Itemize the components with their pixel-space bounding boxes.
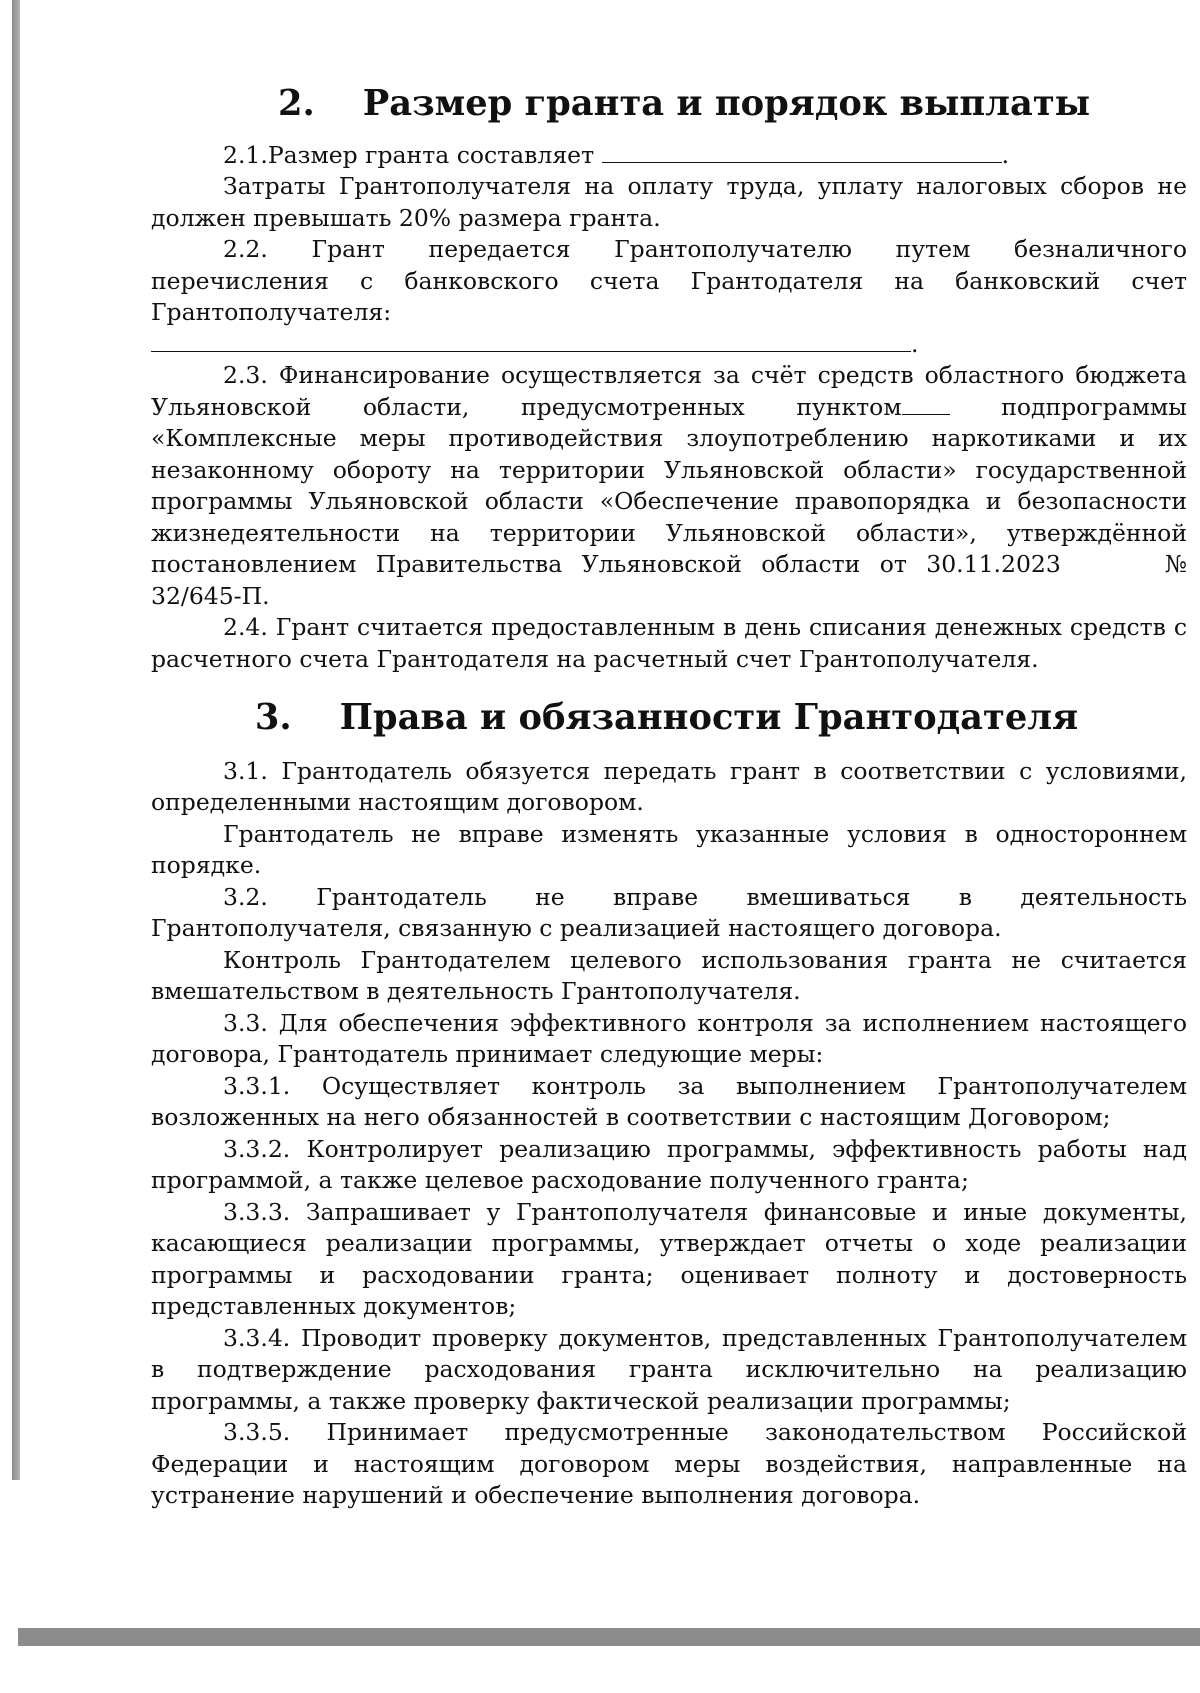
paragraph-2-2-account-line (151, 329, 1187, 361)
paragraph-3-3: 3.3. Для обеспечения эффективного контроля за исполнением настоящего договора, Грантодатель принимает следующие меры: (151, 1008, 1187, 1068)
paragraph-3-2-b: Контроль Грантодателем целевого использования гранта не считается вмешательством в деятельность Грантополучателя. (151, 945, 1187, 1005)
paragraph-2-3-end: № 32/645-П. (151, 550, 1187, 610)
paragraph-3-3-3: 3.3.3. Запрашивает у Грантополучателя финансовые и иные документы, касающиеся реализации программы, утверждает отчеты о ходе реализации программы и расходовании гранта; оценивает полноту и достоверность представленных документов; (151, 1197, 1187, 1320)
paragraph-2-1-end: . (1001, 140, 1010, 169)
paragraph-2-1 (151, 140, 1187, 172)
paragraph-2-2-end: . (911, 329, 919, 358)
section-2-heading (181, 83, 1187, 124)
paragraph-3-3-5: 3.3.5. Принимает предусмотренные законодательством Российской Федерации и настоящим договором меры воздействия, направленные на устранение нарушений и обеспечение выполнения договора. (151, 1418, 1187, 1509)
section-3-title: Права и обязанности Грантодателя (339, 697, 1079, 738)
paragraph-3-1: 3.1. Грантодатель обязуется передать грант в соответствии с условиями, определенными настоящим договором. (151, 756, 1187, 816)
paragraph-2-3-start: 2.3. Финансирование осуществляется за счёт средств областного бюджета Ульяновской области, предусмотренных пунктом (151, 361, 1187, 421)
item-number-blank (902, 392, 950, 415)
paragraph-2-1-text: 2.1.Размер гранта составляет (223, 140, 595, 169)
paragraph-2-3 (151, 360, 1187, 612)
paragraph-3-2: 3.2. Грантодатель не вправе вмешиваться в деятельность Грантополучателя, связанную с реализацией настоящего договора. (151, 882, 1187, 942)
paragraph-2-4: 2.4. Грант считается предоставленным в день списания денежных средств с расчетного счета Грантодателя на расчетный счет Грантополучателя. (151, 613, 1187, 673)
scan-bottom-bar (18, 1628, 1200, 1646)
section-3-heading (146, 697, 1187, 738)
section-3-number: 3. (254, 697, 292, 738)
section-2-title: Размер гранта и порядок выплаты (362, 83, 1091, 124)
paragraph-3-3-2: 3.3.2. Контролирует реализацию программы, эффективность работы над программой, а также целевое расходование полученного гранта; (151, 1134, 1187, 1194)
paragraph-3-3-4: 3.3.4. Проводит проверку документов, представленных Грантополучателем в подтверждение расходования гранта исключительно на реализацию программы, а также проверку фактической реализации программы; (151, 1323, 1187, 1415)
paragraph-2-3-mid: подпрограммы «Комплексные меры противодействия злоупотреблению наркотиками и их незаконному обороту на территории Ульяновской области» государственной программы Ульяновской области «Обеспечение правопорядка и безопасности жизнедеятельности на территории Ульяновской области», утверждённой постановлением Правительства Ульяновской области от 30.11.2023 (151, 392, 1187, 578)
section-2-number: 2. (277, 83, 315, 124)
paragraph-3-1-b: Грантодатель не вправе изменять указанные условия в одностороннем порядке. (151, 819, 1187, 879)
paragraph-costs: Затраты Грантополучателя на оплату труда, уплату налоговых сборов не должен превышать 20% размера гранта. (151, 172, 1187, 232)
paragraph-3-3-1: 3.3.1. Осуществляет контроль за выполнением Грантополучателем возложенных на него обязанностей в соответствии с настоящим Договором; (151, 1071, 1187, 1131)
document-page (151, 83, 1187, 1512)
scan-left-edge (12, 0, 20, 1480)
grant-amount-blank (602, 140, 1002, 163)
paragraph-2-2: 2.2. Грант передается Грантополучателю путем безналичного перечисления с банковского счета Грантодателя на банковский счет Грантополучателя: (151, 235, 1187, 326)
bank-account-blank (151, 329, 911, 352)
